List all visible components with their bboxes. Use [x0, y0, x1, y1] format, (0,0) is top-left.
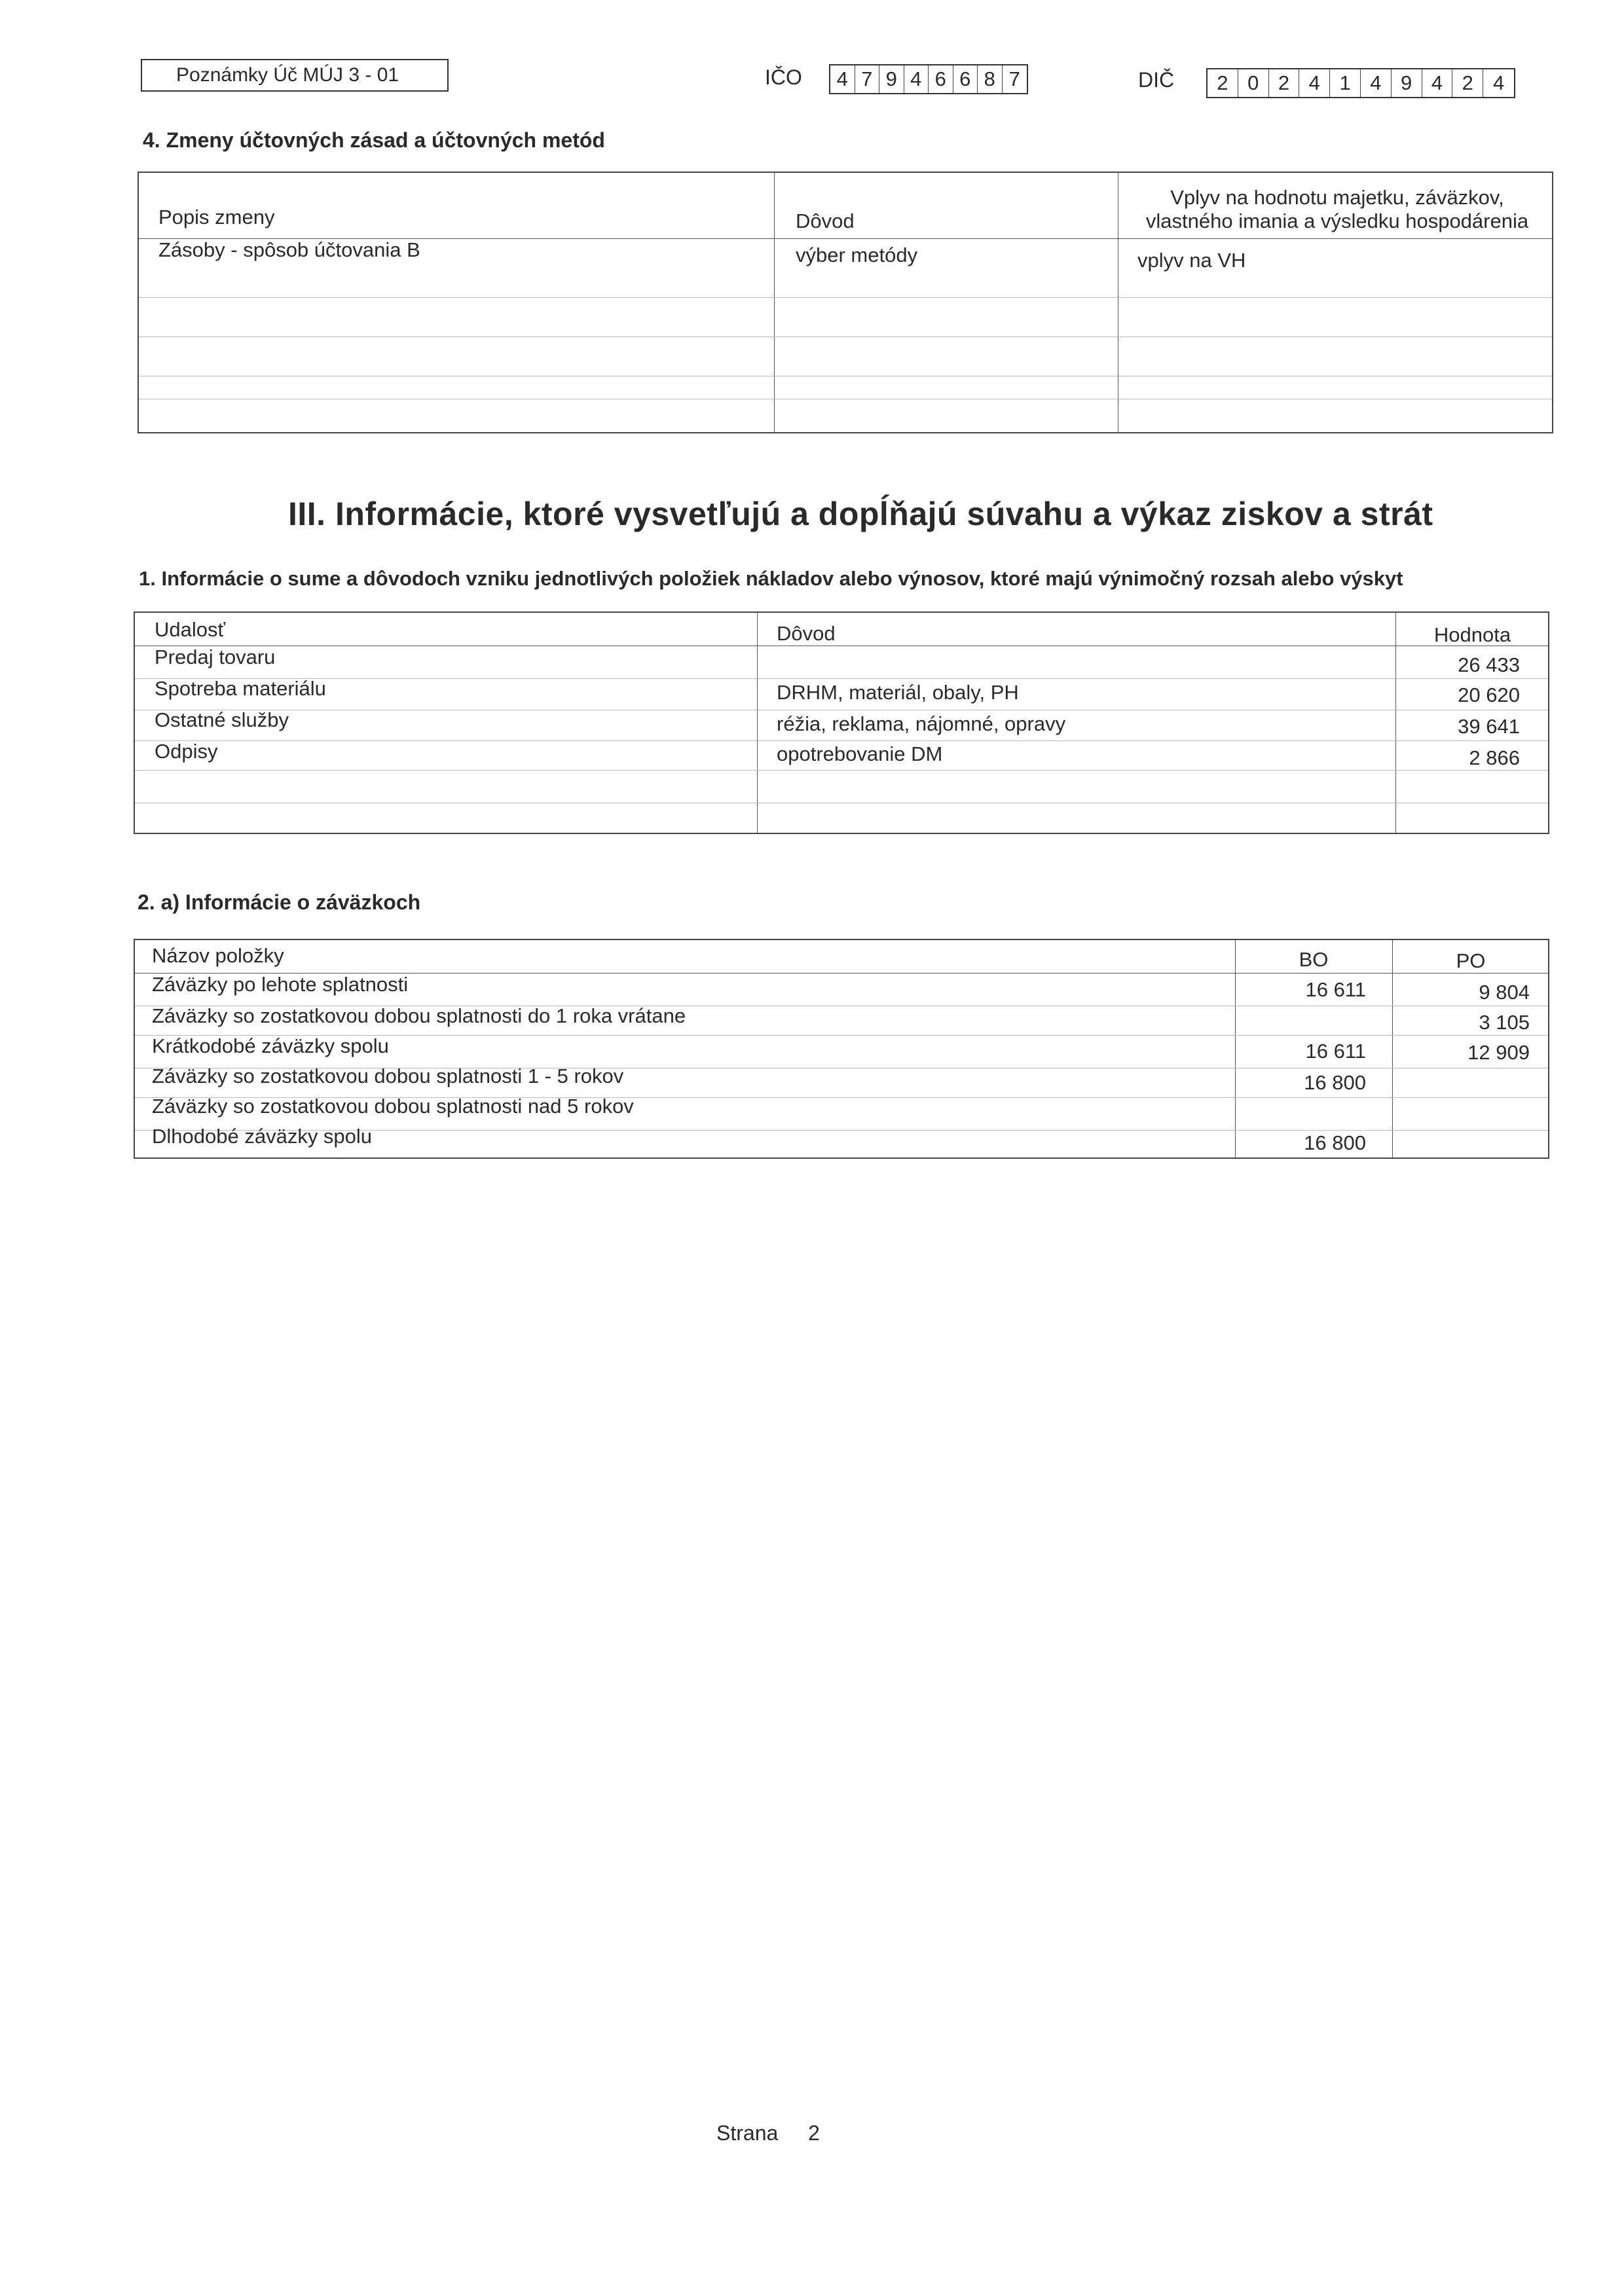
row-dovod: réžia, reklama, nájomné, opravy — [777, 712, 1066, 735]
ico-digit: 4 — [904, 65, 929, 93]
row-hodnota: 20 620 — [1458, 683, 1520, 706]
form-label: Poznámky Úč MÚJ 3 - 01 — [176, 64, 399, 86]
col-po-header: PO — [1456, 949, 1486, 972]
row-popis: Zásoby - spôsob účtovania B — [158, 238, 420, 261]
col-dovod-header: Dôvod — [796, 210, 855, 232]
row-hodnota: 2 866 — [1469, 746, 1520, 769]
row-hodnota: 26 433 — [1458, 653, 1520, 676]
dic-digit: 4 — [1299, 69, 1330, 97]
page-label: Strana — [716, 2121, 779, 2145]
dic-digit: 9 — [1392, 69, 1422, 97]
ico-digit: 4 — [830, 65, 855, 93]
row-dovod: opotrebovanie DM — [777, 742, 943, 765]
col-vplyv-header-line1: Vplyv na hodnotu majetku, záväzkov, — [1170, 186, 1504, 209]
liabilities-table — [134, 939, 1549, 1159]
dic-digit: 4 — [1361, 69, 1392, 97]
ico-digit: 7 — [855, 65, 880, 93]
row-hodnota: 39 641 — [1458, 715, 1520, 738]
row-udalost: Predaj tovaru — [155, 646, 276, 668]
row-po: 12 909 — [1467, 1041, 1530, 1064]
ico-digits — [829, 64, 1028, 94]
row-dovod: výber metódy — [796, 244, 918, 266]
info-2a-heading: 2. a) Informácie o záväzkoch — [138, 890, 421, 914]
row-bo: 16 611 — [1305, 1040, 1366, 1063]
row-udalost: Odpisy — [155, 740, 218, 763]
col-vplyv-header-line2: vlastného imania a výsledku hospodárenia — [1145, 210, 1529, 232]
dic-digit: 4 — [1492, 71, 1505, 94]
row-udalost: Ostatné služby — [155, 708, 289, 731]
dic-digits — [1206, 68, 1515, 98]
row-udalost: Spotreba materiálu — [155, 677, 326, 700]
exceptional-items-table — [134, 611, 1549, 834]
row-vplyv: vplyv na VH — [1137, 249, 1246, 272]
changes-table — [138, 172, 1553, 433]
dic-digit: 1 — [1330, 69, 1361, 97]
row-nazov: Záväzky po lehote splatnosti — [152, 973, 409, 996]
col-udalost-header: Udalosť — [155, 618, 226, 641]
col-popis-header: Popis zmeny — [158, 206, 275, 228]
page-number: 2 — [808, 2121, 820, 2145]
row-po: 9 804 — [1479, 981, 1530, 1004]
col-hodnota-header: Hodnota — [1433, 623, 1511, 646]
dic-label: DIČ — [1138, 68, 1175, 92]
col-dovod-header: Dôvod — [777, 622, 836, 645]
section-3-heading: III. Informácie, ktoré vysvetľujú a dopĺňajú súvahu a výkaz ziskov a strát — [288, 496, 1433, 532]
ico-digit: 6 — [929, 65, 953, 93]
dic-digit: 2 — [1208, 69, 1238, 97]
dic-digit: 2 — [1452, 69, 1483, 97]
dic-digit: 0 — [1238, 69, 1269, 97]
ico-digit: 6 — [953, 65, 978, 93]
col-bo-header: BO — [1299, 948, 1329, 971]
info-1-heading: 1. Informácie o sume a dôvodoch vzniku jednotlivých položiek nákladov alebo výnosov, ktoré majú výnimočný rozsah alebo výskyt — [139, 567, 1403, 590]
row-nazov: Záväzky so zostatkovou dobou splatnosti nad 5 rokov — [152, 1095, 634, 1118]
ico-digit: 8 — [978, 65, 1003, 93]
dic-digit: 4 — [1422, 69, 1453, 97]
ico-digit: 7 — [1008, 67, 1020, 90]
row-nazov: Záväzky so zostatkovou dobou splatnosti do 1 roka vrátane — [152, 1004, 686, 1027]
ico-label: IČO — [765, 65, 802, 89]
dic-digit: 2 — [1269, 69, 1300, 97]
section-4-heading: 4. Zmeny účtovných zásad a účtovných metód — [143, 128, 605, 152]
ico-digit: 9 — [879, 65, 904, 93]
row-bo: 16 611 — [1305, 978, 1366, 1001]
row-bo: 16 800 — [1304, 1131, 1366, 1154]
row-po: 3 105 — [1479, 1011, 1530, 1034]
form-label-box — [141, 59, 449, 92]
row-nazov: Krátkodobé záväzky spolu — [152, 1034, 389, 1057]
row-nazov: Záväzky so zostatkovou dobou splatnosti 1 - 5 rokov — [152, 1065, 624, 1087]
row-nazov: Dlhodobé záväzky spolu — [152, 1125, 373, 1148]
col-nazov-header: Názov položky — [152, 944, 284, 967]
row-bo: 16 800 — [1304, 1071, 1366, 1094]
row-dovod: DRHM, materiál, obaly, PH — [777, 681, 1019, 704]
page-footer — [716, 2121, 820, 2145]
